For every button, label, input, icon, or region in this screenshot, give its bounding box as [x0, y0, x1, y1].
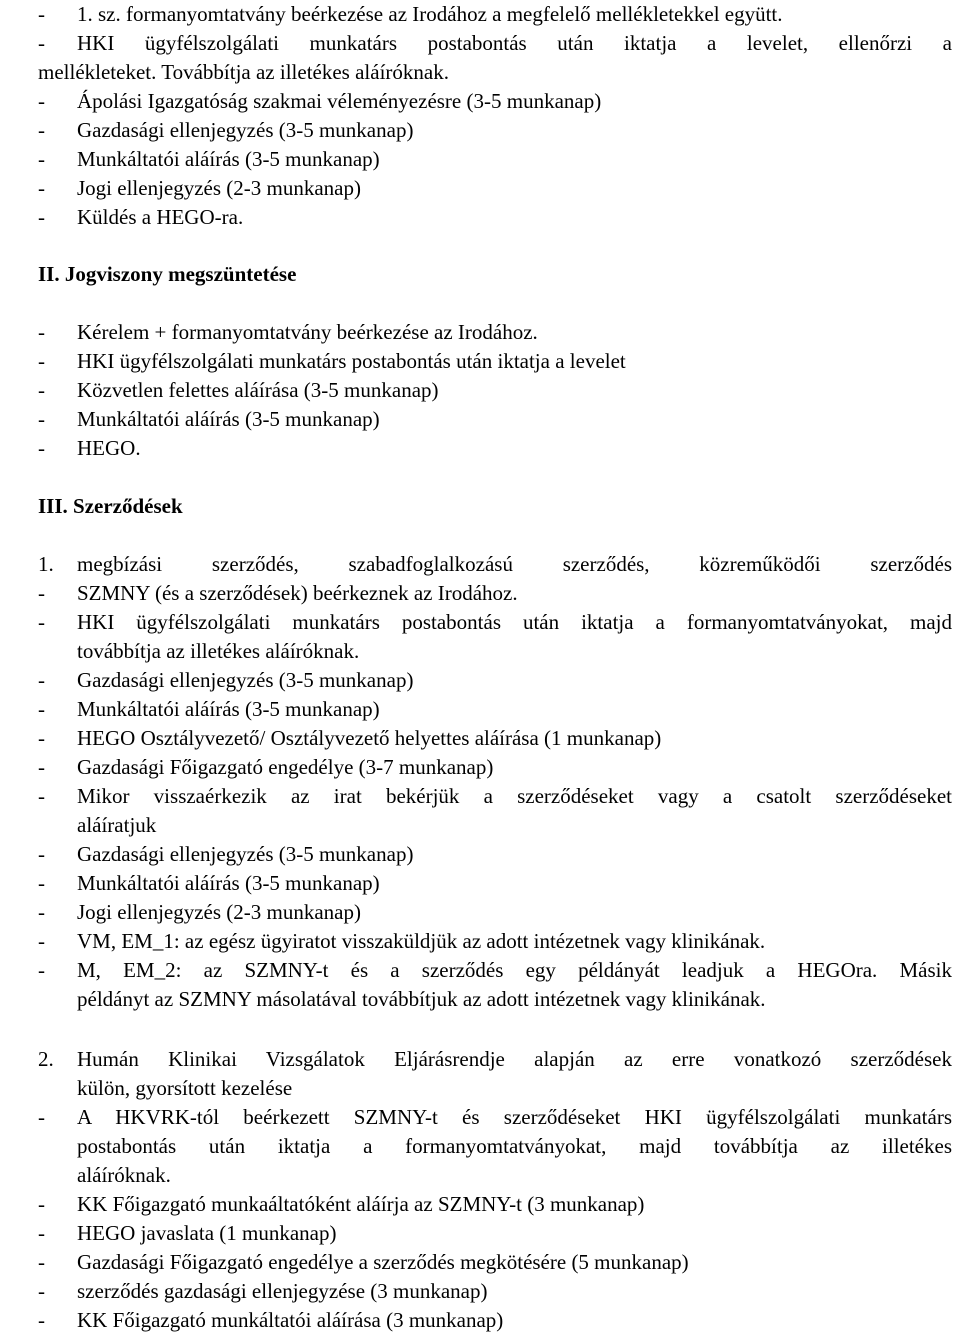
numbered-subheading: [0, 1045, 960, 1074]
list-item: [0, 1248, 960, 1277]
list-item-text: Közvetlen felettes aláírása (3-5 munkanap): [77, 378, 439, 402]
section-heading: [0, 260, 960, 289]
list-item: [0, 1190, 960, 1219]
list-item-text: Jogi ellenjegyzés (2-3 munkanap): [77, 900, 361, 924]
list-item-text: KK Főigazgató munkáltatói aláírása (3 munkanap): [77, 1308, 504, 1332]
list-item-text: Gazdasági Főigazgató engedélye (3-7 munkanap): [77, 755, 494, 779]
list-item-text: Munkáltatói aláírás (3-5 munkanap): [77, 147, 380, 171]
list-item: [0, 376, 960, 405]
bullet: -: [38, 1308, 45, 1332]
list-item-text: szerződés gazdasági ellenjegyzése (3 munkanap): [77, 1279, 488, 1303]
list-item-text: HEGO.: [77, 436, 141, 460]
bullet: -: [38, 436, 45, 460]
list-item: [0, 347, 960, 376]
list-item: [0, 753, 960, 782]
bullet: -: [38, 958, 45, 982]
list-item: [0, 1306, 960, 1335]
number: 2.: [38, 1047, 54, 1071]
bullet: -: [38, 1279, 45, 1303]
list-item-text: KK Főigazgató munkaáltatóként aláírja az SZMNY-t (3 munkanap): [77, 1192, 645, 1216]
bullet: -: [38, 1221, 45, 1245]
list-item: [0, 434, 960, 463]
list-item-text: továbbítja az illetékes aláíróknak.: [77, 639, 360, 663]
bullet: -: [38, 1105, 45, 1129]
bullet: -: [38, 755, 45, 779]
list-item-continuation: [0, 1161, 960, 1190]
subheading-text: megbízási szerződés, szabadfoglalkozású szerződés, közreműködői szerződés: [77, 552, 952, 576]
list-item-text: Jogi ellenjegyzés (2-3 munkanap): [77, 176, 361, 200]
list-item-text: Ápolási Igazgatóság szakmai véleményezésre (3-5 munkanap): [77, 89, 602, 113]
list-item: [0, 87, 960, 116]
list-item-text: Kérelem + formanyomtatvány beérkezése az Irodához.: [77, 320, 538, 344]
list-item-continuation: [0, 637, 960, 666]
bullet: -: [38, 784, 45, 808]
list-item: [0, 666, 960, 695]
bullet: -: [38, 581, 45, 605]
bullet: -: [38, 1250, 45, 1274]
list-item-text: SZMNY (és a szerződések) beérkeznek az Irodához.: [77, 581, 518, 605]
bullet: -: [38, 668, 45, 692]
list-item-text: Munkáltatói aláírás (3-5 munkanap): [77, 871, 380, 895]
list-item: [0, 608, 960, 637]
bullet: -: [38, 89, 45, 113]
list-item-text: HKI ügyfélszolgálati munkatárs postabontás után iktatja a levelet: [77, 349, 626, 373]
list-item-text: Gazdasági Főigazgató engedélye a szerződés megkötésére (5 munkanap): [77, 1250, 689, 1274]
list-item-text: Munkáltatói aláírás (3-5 munkanap): [77, 407, 380, 431]
list-item: [0, 927, 960, 956]
section-heading-text: II. Jogviszony megszüntetése: [38, 262, 297, 286]
list-item: [0, 116, 960, 145]
section-heading-text: III. Szerződések: [38, 494, 183, 518]
bullet: -: [38, 929, 45, 953]
bullet: -: [38, 320, 45, 344]
list-item-text: 1. sz. formanyomtatvány beérkezése az Irodához a megfelelő mellékletekkel együtt.: [77, 2, 783, 26]
list-item: [0, 29, 960, 58]
list-item-text: postabontás után iktatja a formanyomtatványokat, majd továbbítja az illetékes: [77, 1134, 952, 1158]
bullet: -: [38, 871, 45, 895]
list-item: [0, 1277, 960, 1306]
list-item-text: példányt az SZMNY másolatával továbbítjuk az adott intézetnek vagy klinikának.: [77, 987, 766, 1011]
list-item: [0, 203, 960, 232]
bullet: -: [38, 378, 45, 402]
number: 1.: [38, 552, 54, 576]
bullet: -: [38, 349, 45, 373]
section-heading: [0, 492, 960, 521]
list-item-continuation: [0, 811, 960, 840]
list-item: [0, 782, 960, 811]
list-item-text: aláíratjuk: [77, 813, 157, 837]
list-item: [0, 318, 960, 347]
list-item-text: Mikor visszaérkezik az irat bekérjük a szerződéseket vagy a csatolt szerződéseket: [77, 784, 952, 808]
list-item-continuation: [0, 985, 960, 1014]
list-item: [0, 724, 960, 753]
list-item-text: HKI ügyfélszolgálati munkatárs postabontás után iktatja a levelet, ellenőrzi a: [77, 31, 952, 55]
bullet: -: [38, 147, 45, 171]
list-item: [0, 869, 960, 898]
subheading-text: külön, gyorsított kezelése: [77, 1076, 293, 1100]
bullet: -: [38, 697, 45, 721]
bullet: -: [38, 2, 45, 26]
numbered-subheading: [0, 550, 960, 579]
bullet: -: [38, 205, 45, 229]
bullet: -: [38, 118, 45, 142]
list-item: [0, 956, 960, 985]
list-item: [0, 405, 960, 434]
list-item-text: VM, EM_1: az egész ügyiratot visszaküldjük az adott intézetnek vagy klinikának.: [77, 929, 766, 953]
list-item-text: HEGO javaslata (1 munkanap): [77, 1221, 337, 1245]
subheading-continuation: [0, 1074, 960, 1103]
list-item-text: Küldés a HEGO-ra.: [77, 205, 244, 229]
subheading-text: Humán Klinikai Vizsgálatok Eljárásrendje alapján az erre vonatkozó szerződések: [77, 1047, 952, 1071]
list-item: [0, 898, 960, 927]
list-item-text: M, EM_2: az SZMNY-t és a szerződés egy példányát leadjuk a HEGOra. Másik: [77, 958, 952, 982]
bullet: -: [38, 610, 45, 634]
list-item-text: HKI ügyfélszolgálati munkatárs postabontás után iktatja a formanyomtatványokat, majd: [77, 610, 952, 634]
bullet: -: [38, 726, 45, 750]
list-item-text: aláíróknak.: [77, 1163, 171, 1187]
list-item-text: Gazdasági ellenjegyzés (3-5 munkanap): [77, 842, 414, 866]
list-item: [0, 1103, 960, 1132]
bullet: -: [38, 31, 45, 55]
bullet: -: [38, 176, 45, 200]
list-item-text: Gazdasági ellenjegyzés (3-5 munkanap): [77, 668, 414, 692]
bullet: -: [38, 1192, 45, 1216]
list-item-text: mellékleteket. Továbbítja az illetékes aláíróknak.: [38, 60, 449, 84]
list-item-text: A HKVRK-tól beérkezett SZMNY-t és szerződéseket HKI ügyfélszolgálati munkatárs: [77, 1105, 952, 1129]
list-item: [0, 0, 960, 29]
list-item: [0, 695, 960, 724]
list-item-continuation: [0, 58, 960, 87]
list-item: [0, 1219, 960, 1248]
list-item-text: HEGO Osztályvezető/ Osztályvezető helyettes aláírása (1 munkanap): [77, 726, 662, 750]
list-item: [0, 145, 960, 174]
bullet: -: [38, 842, 45, 866]
bullet: -: [38, 407, 45, 431]
list-item-continuation: [0, 1132, 960, 1161]
list-item: [0, 840, 960, 869]
list-item: [0, 579, 960, 608]
list-item-text: Munkáltatói aláírás (3-5 munkanap): [77, 697, 380, 721]
bullet: -: [38, 900, 45, 924]
list-item-text: Gazdasági ellenjegyzés (3-5 munkanap): [77, 118, 414, 142]
list-item: [0, 174, 960, 203]
